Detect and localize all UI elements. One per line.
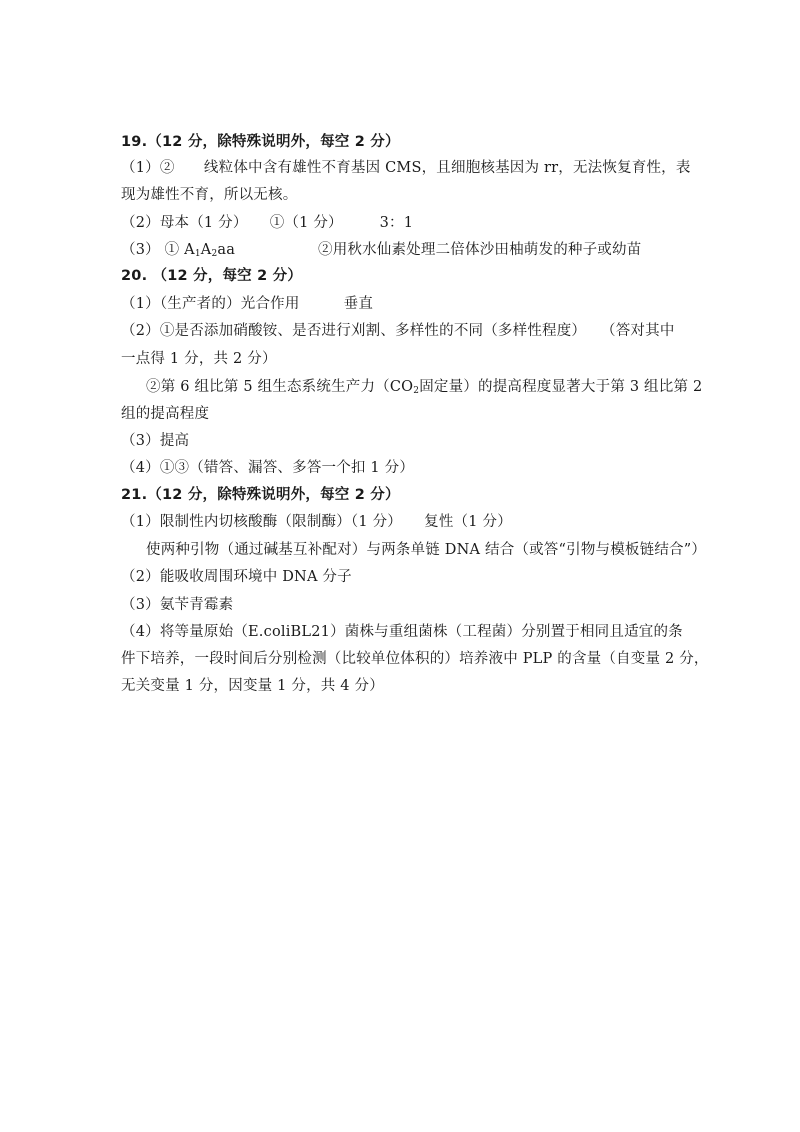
- q20-heading: 20. （12 分，每空 2 分）: [121, 268, 303, 284]
- q20-line-2: （2）①是否添加硝酸铵、是否进行刈割、多样性的不同（多样性程度） （答对其中: [121, 323, 675, 339]
- q19-line-3: （2）母本（1 分） ①（1 分） 3：1: [121, 215, 414, 231]
- q21-line-1: （1）限制性内切核酸酶（限制酶）（1 分） 复性（1 分）: [121, 514, 512, 530]
- q20-line-4: [146, 377, 702, 401]
- q20-line-7: （4）①③（错答、漏答、多答一个扣 1 分）: [121, 460, 415, 476]
- q21-line-4: （3）氨苄青霉素: [121, 597, 234, 613]
- q20-line-4-part-c: 固定量）的提高程度显著大于第 3 组比第 2: [419, 379, 703, 395]
- q19-line-4-part-d: ②用秋水仙素处理二倍体沙田柚萌发的种子或幼苗: [318, 242, 642, 258]
- q21-line-7: 无关变量 1 分，因变量 1 分，共 4 分）: [121, 678, 384, 694]
- q19-sub-2: 2: [211, 249, 218, 259]
- q20-line-4-part-a: ②第 6 组比第 5 组生态系统生产力（CO: [146, 379, 414, 395]
- q19-line-2: 现为雄性不育，所以无核。: [121, 187, 298, 203]
- q19-line-1: （1）② 线粒体中含有雄性不育基因 CMS，且细胞核基因为 rr，无法恢复育性，表: [121, 160, 691, 176]
- q19-line-4-part-b: A: [200, 242, 212, 258]
- q19-line-4: [121, 240, 235, 264]
- q21-line-3: （2）能吸收周围环境中 DNA 分子: [121, 569, 352, 585]
- q20-sub-co2: 2: [413, 386, 420, 396]
- q20-line-1: （1）（生产者的）光合作用 垂直: [121, 296, 374, 312]
- q20-line-6: （3）提高: [121, 433, 190, 449]
- q21-line-6: 件下培养，一段时间后分别检测（比较单位体积的）培养液中 PLP 的含量（自变量 2 分，: [121, 651, 709, 667]
- q19-line-4-part-a: （3） ① A: [121, 242, 195, 258]
- q20-line-5: 组的提高程度: [121, 406, 210, 422]
- q20-line-3: 一点得 1 分，共 2 分）: [121, 351, 277, 367]
- q21-line-2: 使两种引物（通过碱基互补配对）与两条单链 DNA 结合（或答“引物与模板链结合”）: [146, 542, 707, 558]
- q19-sub-1: 1: [194, 249, 201, 259]
- q19-line-4-part-c: aa: [217, 242, 236, 258]
- q19-heading: 19.（12 分，除特殊说明外，每空 2 分）: [121, 134, 400, 150]
- q21-heading: 21.（12 分，除特殊说明外，每空 2 分）: [121, 487, 400, 503]
- q21-line-5: （4）将等量原始（E.coliBL21）菌株与重组菌株（工程菌）分别置于相同且适宜的条: [121, 624, 683, 640]
